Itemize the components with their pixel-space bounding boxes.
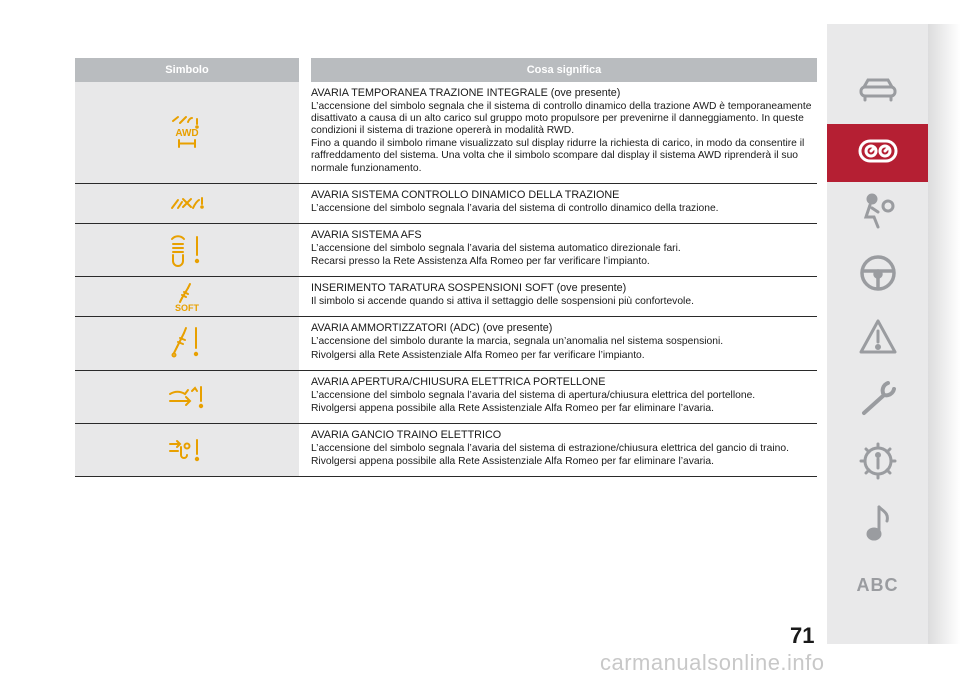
wrench-icon — [858, 379, 898, 424]
table-row — [75, 277, 817, 317]
row-text: Rivolgersi appena possibile alla Rete Assistenziale Alfa Romeo per far eliminare l’avaria. — [311, 456, 714, 468]
row-text: L’accensione del simbolo durante la marcia, segnala un’anomalia nel sistema sospensioni. — [311, 336, 724, 348]
instrument-panel-icon — [858, 138, 898, 169]
sidebar-item-technical[interactable] — [827, 434, 928, 492]
row-text: L’accensione del simbolo segnala l’avaria del sistema di apertura/chiusura elettrica del portellone. — [311, 389, 756, 401]
table-row — [75, 184, 817, 224]
header-symbol: Simbolo — [165, 64, 209, 76]
warning-triangle-icon — [858, 318, 898, 361]
table-row — [75, 424, 817, 477]
svg-text:AWD: AWD — [175, 128, 199, 140]
music-note-icon — [863, 503, 893, 548]
row-text: L’accensione del simbolo segnala l’avaria del sistema automatico direzionale fari. — [311, 242, 681, 254]
row-title: AVARIA TEMPORANEA TRAZIONE INTEGRALE (ove presente) — [311, 87, 621, 99]
row-text: L’accensione del simbolo segnala l’avaria del sistema di controllo dinamico della trazione. — [311, 202, 719, 214]
airbag-safety-icon — [858, 192, 898, 235]
row-text: Rivolgersi alla Rete Assistenziale Alfa Romeo per far verificare l’impianto. — [311, 349, 645, 361]
svg-text:SOFT: SOFT — [175, 302, 199, 312]
tow-hook-failure-icon — [167, 437, 207, 463]
traction-control-failure-icon — [169, 194, 205, 212]
table-row — [75, 371, 817, 424]
sidebar-item-car[interactable] — [827, 62, 928, 120]
sidebar-item-safety[interactable] — [827, 184, 928, 242]
gear-info-icon — [858, 441, 898, 486]
row-title: AVARIA SISTEMA CONTROLLO DINAMICO DELLA TRAZIONE — [311, 188, 620, 201]
soft-suspension-icon — [170, 282, 204, 312]
steering-wheel-icon — [858, 253, 898, 298]
symbols-table — [75, 58, 817, 477]
row-title: INSERIMENTO TARATURA SOSPENSIONI SOFT (ove presente) — [311, 282, 627, 295]
table-header — [75, 58, 817, 82]
table-row — [75, 224, 817, 277]
header-meaning: Cosa significa — [526, 64, 602, 76]
row-title: AVARIA APERTURA/CHIUSURA ELETTRICA PORTELLONE — [311, 375, 606, 388]
chapter-sidebar — [827, 24, 928, 644]
afs-failure-icon — [167, 231, 207, 269]
sidebar-item-index[interactable] — [827, 556, 928, 614]
page-number: 71 — [790, 623, 815, 648]
sidebar-item-service[interactable] — [827, 372, 928, 430]
row-title: AVARIA SISTEMA AFS — [311, 228, 422, 241]
tailgate-failure-icon — [167, 384, 207, 410]
adc-failure-icon — [168, 324, 206, 362]
row-title: AVARIA AMMORTIZZATORI (ADC) (ove presente) — [311, 322, 553, 335]
car-icon — [858, 75, 898, 108]
sidebar-item-driving[interactable] — [827, 246, 928, 304]
row-title: AVARIA GANCIO TRAINO ELETTRICO — [311, 428, 502, 441]
row-text: L’accensione del simbolo segnala che il sistema di controllo dinamico della trazione AWD è temporaneamente disattivato a causa di un alto carico sul gruppo moto propulsore per prevenirne il danneggiamento. In queste condizioni il sistema di trazione opererà in modalità RWD. — [311, 101, 812, 137]
row-text: L’accensione del simbolo segnala l’avaria del sistema di estrazione/chiusura elettrica del gancio di traino. — [311, 442, 789, 454]
table-row — [75, 317, 817, 370]
row-text: Il simbolo si accende quando si attiva il settaggio delle sospensioni più confortevole. — [311, 296, 694, 308]
awd-warning-icon — [170, 115, 204, 149]
row-text: Fino a quando il simbolo rimane visualizzato sul display ridurre la richiesta di carico, in modo da consentire il raffreddamento del sistema. Una volta che il simbolo scompare dal display il sistema AWD riprenderà il suo normale funzionamento. — [311, 138, 805, 174]
table-row — [75, 82, 817, 184]
watermark: carmanualsonline.info — [600, 650, 825, 675]
sidebar-item-instruments[interactable] — [827, 124, 928, 182]
sidebar-item-emergency[interactable] — [827, 310, 928, 368]
sidebar-item-multimedia[interactable] — [827, 496, 928, 554]
row-text: Recarsi presso la Rete Assistenza Alfa Romeo per far verificare l’impianto. — [311, 256, 650, 268]
abc-index: ABC — [856, 574, 899, 595]
row-text: Rivolgersi appena possibile alla Rete Assistenziale Alfa Romeo per far eliminare l’avaria. — [311, 402, 714, 414]
